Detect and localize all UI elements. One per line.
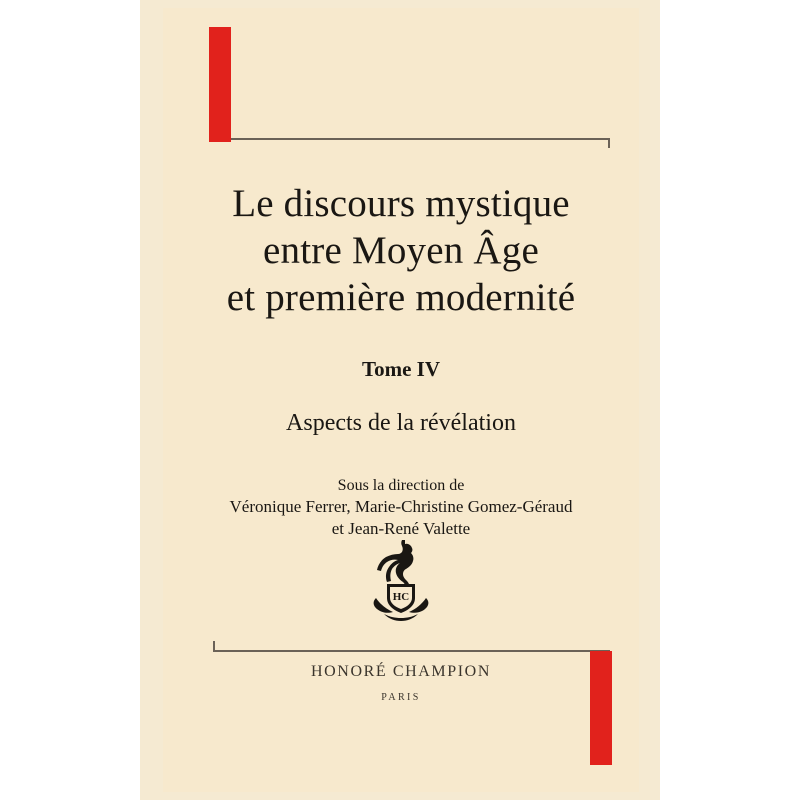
editors-lead-in: Sous la direction de bbox=[337, 477, 465, 494]
book-title-line-3: et première modernité bbox=[226, 276, 576, 319]
decorative-red-bar-top bbox=[209, 27, 231, 142]
publisher-city: PARIS bbox=[381, 692, 421, 703]
crest-monogram: HC bbox=[392, 591, 410, 603]
decorative-rule-bottom bbox=[213, 650, 610, 652]
decorative-rule-top-tick bbox=[608, 138, 610, 148]
book-subtitle: Aspects de la révélation bbox=[286, 410, 516, 436]
editors-names-line-2: et Jean-René Valette bbox=[331, 519, 471, 538]
decorative-rule-top bbox=[231, 138, 610, 140]
book-title-line-1: Le discours mystique bbox=[232, 182, 570, 225]
book-title-line-2: entre Moyen Âge bbox=[263, 229, 539, 272]
publisher-block bbox=[183, 663, 619, 703]
book-title bbox=[183, 180, 619, 321]
editors-names-line-1: Véronique Ferrer, Marie-Christine Gomez-Géraud bbox=[229, 497, 573, 516]
publisher-crest-icon bbox=[356, 540, 446, 622]
editors-block bbox=[183, 475, 619, 540]
decorative-rule-bottom-tick bbox=[213, 641, 215, 652]
volume-number: Tome IV bbox=[362, 357, 440, 381]
publisher-name: HONORÉ CHAMPION bbox=[310, 663, 491, 680]
